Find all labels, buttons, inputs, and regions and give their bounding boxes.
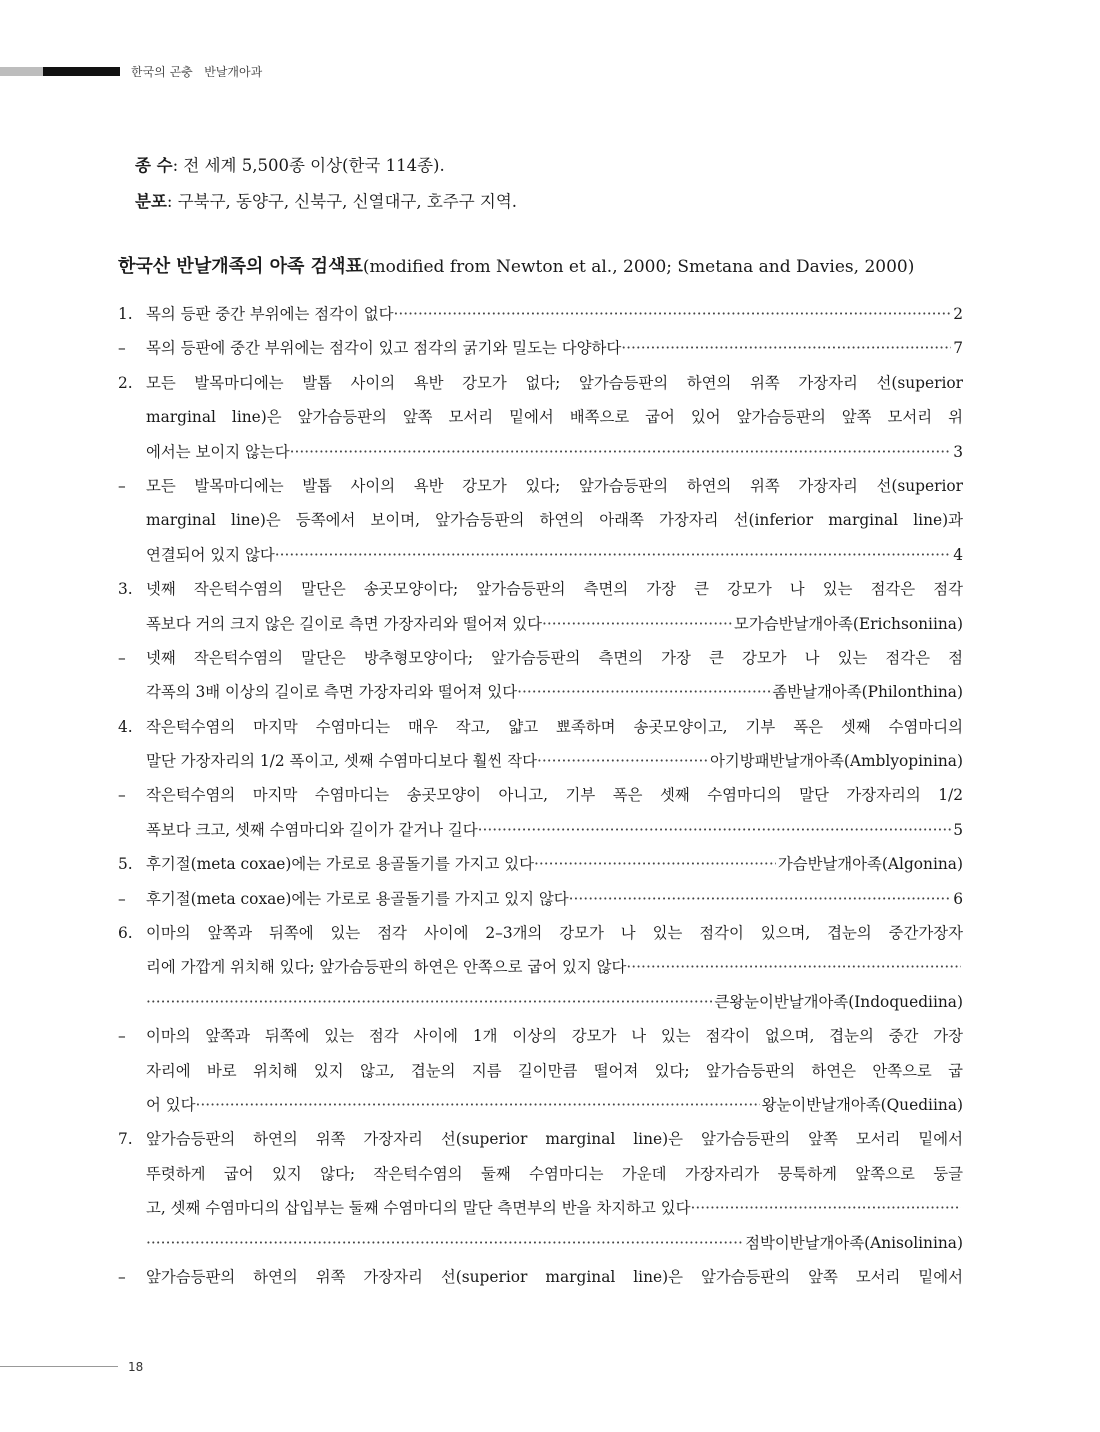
key-line-text: 목의 등판 중간 부위에는 점각이 없다 — [146, 305, 394, 323]
key-line-result: 5 — [953, 820, 963, 839]
key-line-text: 이마의 앞쪽과 뒤쪽에 있는 점각 사이에 1개 이상의 강모가 나 있는 점각이 없으며, 겹눈의 중간 가장 — [146, 1027, 963, 1046]
key-line-text: 작은턱수염의 마지막 수염마디는 매우 작고, 얇고 뾰족하며 송곳모양이고, 기부 폭은 셋째 수염마디의 — [146, 717, 963, 736]
key-line-leader — [146, 1088, 963, 1122]
species-count — [135, 152, 445, 176]
dot-leader — [542, 607, 732, 641]
key-line — [118, 435, 963, 469]
key-line-leader — [146, 607, 963, 641]
key-line-leader — [146, 985, 963, 1019]
key-title-source: (modified from Newton et al., 2000; Smetana and Davies, 2000) — [362, 257, 915, 277]
dot-leader — [290, 435, 952, 469]
key-line-text: 각폭의 3배 이상의 길이로 측면 가장자리와 떨어져 있다 — [146, 683, 518, 702]
key-line — [118, 1088, 963, 1122]
key-line-result: 2 — [953, 305, 963, 323]
key-line — [118, 503, 963, 537]
key-line — [118, 813, 963, 847]
key-line-text: marginal line)은 등쪽에서 보이며, 앞가슴등판의 하연의 아래쪽 가장자리 선(inferior marginal line)과 — [146, 511, 963, 530]
key-line-text: 목의 등판에 중간 부위에는 점각이 있고 점각의 굵기와 밀도는 다양하다 — [146, 339, 622, 358]
key-line-marker: 5. — [118, 855, 133, 874]
key-line-leader — [146, 847, 963, 881]
key-line-result: 왕눈이반날개아족(Quediina) — [761, 1095, 963, 1114]
key-line-text: 작은턱수염의 마지막 수염마디는 송곳모양이 아니고, 기부 폭은 셋째 수염마디의 말단 가장자리의 1/2 — [146, 786, 963, 805]
dot-leader — [621, 331, 951, 365]
distribution-label: 분포 — [135, 192, 167, 211]
dot-leader — [626, 950, 961, 984]
key-line — [118, 882, 963, 916]
dot-leader — [146, 985, 712, 1019]
key-line-result — [961, 1191, 963, 1225]
footer-rule — [0, 1366, 118, 1367]
key-line — [118, 1191, 963, 1225]
key-line — [118, 1226, 963, 1260]
key-line — [118, 778, 963, 812]
key-line-result: 좀반날개아족(Philonthina) — [772, 683, 963, 702]
key-line — [118, 538, 963, 572]
dot-leader — [146, 1226, 743, 1260]
key-line — [118, 710, 963, 744]
key-line-leader — [146, 435, 963, 469]
distribution-value: : 구북구, 동양구, 신북구, 신열대구, 호주구 지역. — [166, 192, 518, 211]
key-line-result: 6 — [953, 889, 963, 908]
key-line-marker: – — [118, 339, 126, 358]
key-line — [118, 641, 963, 675]
key-line-result: 4 — [953, 545, 963, 564]
key-line-leader — [146, 1226, 963, 1260]
key-line — [118, 1054, 963, 1088]
key-title-bold: 한국산 반날개족의 아족 검색표 — [118, 256, 363, 277]
key-line-text: marginal line)은 앞가슴등판의 앞쪽 모서리 밑에서 배쪽으로 굽어 있어 앞가슴등판의 앞쪽 모서리 위 — [146, 408, 963, 427]
dot-leader — [537, 744, 708, 778]
key-line-text: 고, 셋째 수염마디의 삽입부는 둘째 수염마디의 말단 측면부의 반을 차지하고 있다 — [146, 1199, 691, 1218]
key-line — [118, 469, 963, 503]
key-line-result: 모가슴반날개아족(Erichsoniina) — [733, 614, 963, 633]
key-line-leader — [146, 675, 963, 709]
key-line-text: 연결되어 있지 않다 — [146, 545, 275, 564]
key-line-text: 폭보다 거의 크지 않은 길이로 측면 가장자리와 떨어져 있다 — [146, 614, 542, 633]
key-line-text: 말단 가장자리의 1/2 폭이고, 셋째 수염마디보다 훨씬 작다 — [146, 752, 537, 771]
key-line — [118, 1019, 963, 1053]
key-line-text: 모든 발목마디에는 발톱 사이의 욕반 강모가 없다; 앞가슴등판의 하연의 위쪽 가장자리 선(superior — [146, 373, 963, 392]
key-line — [118, 366, 963, 400]
key-line-leader — [146, 882, 963, 916]
key-line-text: 폭보다 크고, 셋째 수염마디와 길이가 같거나 길다 — [146, 820, 478, 839]
key-line-result: 3 — [953, 442, 963, 461]
key-line-result: 점박이반날개아족(Anisolinina) — [745, 1233, 963, 1252]
key-line-text: 어 있다 — [146, 1095, 196, 1114]
key-line-marker: 4. — [118, 717, 133, 736]
key-line-result: 아기방패반날개아족(Amblyopinina) — [710, 752, 963, 771]
key-line — [118, 916, 963, 950]
key-line-leader — [146, 538, 963, 572]
key-line-leader — [146, 331, 963, 365]
key-line-marker: 1. — [118, 305, 133, 323]
dot-leader — [196, 1088, 760, 1122]
key-line-text: 넷째 작은턱수염의 말단은 송곳모양이다; 앞가슴등판의 측면의 가장 큰 강모가 나 있는 점각은 점각 — [146, 580, 963, 599]
header-bar-gray — [0, 67, 43, 76]
key-line-marker: 3. — [118, 580, 133, 599]
key-line-marker: 2. — [118, 373, 133, 392]
key-line-marker: – — [118, 476, 126, 495]
key-line-result: 큰왕눈이반날개아족(Indoquediina) — [714, 992, 963, 1011]
key-line — [118, 331, 963, 365]
dot-leader — [393, 297, 951, 331]
key-line — [118, 607, 963, 641]
species-value: : 전 세계 5,500종 이상(한국 114종). — [172, 156, 445, 175]
key-line — [118, 744, 963, 778]
key-line-text: 넷째 작은턱수염의 말단은 방추형모양이다; 앞가슴등판의 측면의 가장 큰 강모가 나 있는 점각은 점 — [146, 648, 963, 667]
key-line-result — [961, 950, 963, 984]
dot-leader — [534, 847, 776, 881]
key-line-marker: – — [118, 1027, 126, 1046]
key-line-text: 후기절(meta coxae)에는 가로로 용골돌기를 가지고 있다 — [146, 855, 534, 874]
key-line — [118, 847, 963, 881]
key-line-text: 이마의 앞쪽과 뒤쪽에 있는 점각 사이에 2–3개의 강모가 나 있는 점각이 있으며, 겹눈의 중간가장자 — [146, 924, 963, 943]
key-line-text: 앞가슴등판의 하연의 위쪽 가장자리 선(superior marginal line)은 앞가슴등판의 앞쪽 모서리 밑에서 — [146, 1130, 963, 1149]
header-bar-black — [43, 67, 120, 76]
key-line — [118, 1260, 963, 1294]
dot-leader — [690, 1191, 961, 1225]
key-line-text: 에서는 보이지 않는다 — [146, 442, 290, 461]
key-line — [118, 400, 963, 434]
key-line-marker: 6. — [118, 924, 133, 943]
dot-leader — [517, 675, 770, 709]
key-line-result: 가슴반날개아족(Algonina) — [777, 855, 963, 874]
key-line-result: 7 — [953, 339, 963, 358]
key-title — [118, 252, 914, 278]
key-line — [118, 950, 963, 984]
key-line — [118, 297, 963, 331]
key-line — [118, 1157, 963, 1191]
running-title: 한국의 곤충 반날개아과 — [131, 65, 263, 79]
key-line-text: 모든 발목마디에는 발톱 사이의 욕반 강모가 있다; 앞가슴등판의 하연의 위쪽 가장자리 선(superior — [146, 476, 963, 495]
key-line — [118, 675, 963, 709]
key-line — [118, 572, 963, 606]
key-line-text: 리에 가깝게 위치해 있다; 앞가슴등판의 하연은 안쪽으로 굽어 있지 않다 — [146, 958, 627, 977]
key-line — [118, 1122, 963, 1156]
key-line-leader — [146, 297, 963, 331]
key-line-leader — [146, 813, 963, 847]
key-line — [118, 985, 963, 1019]
key-line-leader — [146, 1191, 963, 1225]
dot-leader — [478, 813, 952, 847]
key-line-leader — [146, 744, 963, 778]
key-line-marker: – — [118, 648, 126, 667]
key-line-marker: – — [118, 889, 126, 908]
key-line-text: 뚜렷하게 굽어 있지 않다; 작은턱수염의 둘째 수염마디는 가운데 가장자리가 뭉툭하게 앞쪽으로 둥글 — [146, 1164, 963, 1183]
dot-leader — [569, 882, 952, 916]
key-line-text: 앞가슴등판의 하연의 위쪽 가장자리 선(superior marginal line)은 앞가슴등판의 앞쪽 모서리 밑에서 — [146, 1267, 963, 1286]
key-line-marker: – — [118, 1267, 126, 1286]
key-line-marker: 7. — [118, 1130, 133, 1149]
dot-leader — [275, 538, 951, 572]
distribution — [135, 188, 517, 212]
key-line-text: 자리에 바로 위치해 있지 않고, 겹눈의 지름 길이만큼 떨어져 있다; 앞가슴등판의 하연은 안쪽으로 굽 — [146, 1061, 963, 1080]
key-line-text: 후기절(meta coxae)에는 가로로 용골돌기를 가지고 있지 않다 — [146, 889, 569, 908]
identification-key — [118, 297, 963, 1294]
page-number: 18 — [128, 1360, 144, 1374]
key-line-marker: – — [118, 786, 126, 805]
species-label: 종 수 — [135, 156, 173, 175]
key-line-leader — [146, 950, 963, 984]
